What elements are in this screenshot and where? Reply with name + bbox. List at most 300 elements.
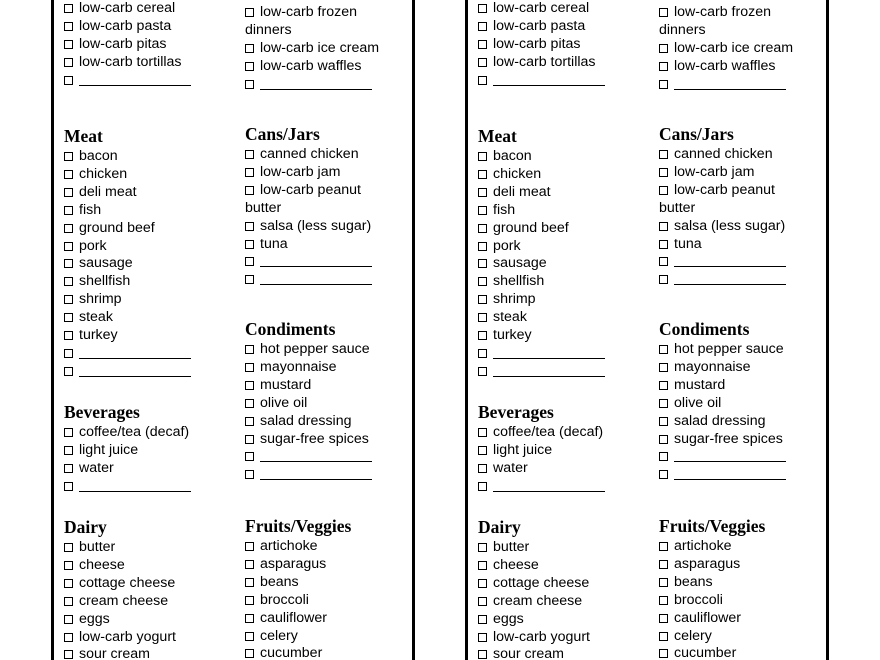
blank-write-in-line[interactable] [79,363,191,377]
checkbox-icon[interactable] [64,206,73,215]
item-label: low-carb jam [260,163,341,180]
list-item [64,345,236,363]
checkbox-icon[interactable] [245,632,254,641]
checkbox-icon[interactable] [64,4,73,13]
list-item [659,236,831,254]
item-label: mayonnaise [260,358,337,375]
item-label: celery [260,627,298,644]
list-item [245,592,417,610]
item-label: butter [79,539,116,555]
checkbox-icon[interactable] [478,615,487,624]
item-label: low-carb frozen [260,4,357,20]
checkbox-icon[interactable] [478,152,487,161]
checkbox-icon[interactable] [64,482,73,491]
item-label: low-carb pasta [79,17,172,34]
section-heading: Condiments [245,319,336,339]
list-item [245,271,417,289]
item-label: sausage [79,255,133,272]
checkbox-icon[interactable] [659,542,668,551]
list-item [659,574,831,592]
list-item [659,538,831,556]
checkbox-icon[interactable] [245,240,254,249]
section-cans [659,123,831,289]
section-condiments [245,318,417,484]
checkbox-icon[interactable] [478,633,487,642]
list-item [245,413,417,431]
list-item [659,341,831,359]
list-item [64,646,236,660]
checkbox-icon[interactable] [659,62,668,71]
list-item [478,184,650,202]
section-beverages [478,401,650,496]
checkbox-icon[interactable] [659,596,668,605]
list-item [64,36,236,54]
list-item [478,557,650,575]
item-label: low-carb ice cream [260,39,380,56]
checkbox-icon[interactable] [478,561,487,570]
list-item [245,58,417,76]
checkbox-icon[interactable] [245,435,254,444]
item-label: sausage [493,255,547,272]
list-item [245,253,417,271]
item-label: steak [79,309,113,326]
checkbox-icon[interactable] [64,40,73,49]
list-item [659,645,831,660]
list-item [659,413,831,431]
list-item [245,341,417,359]
checkbox-icon[interactable] [478,170,487,179]
blank-write-in-line[interactable] [79,478,191,492]
checkbox-icon[interactable] [659,381,668,390]
item-label: cucumber [260,645,323,660]
section-fruits [659,515,831,660]
checkbox-icon[interactable] [245,257,254,266]
section-heading: Meat [478,126,517,146]
checkbox-icon[interactable] [245,168,254,177]
blank-write-in-line[interactable] [674,271,786,285]
item-label: bacon [493,148,532,164]
list-item [245,538,417,556]
checkbox-icon[interactable] [659,168,668,177]
list-item [659,377,831,395]
list-item [64,291,236,309]
checkbox-icon[interactable] [478,58,487,67]
item-label: pork [493,237,521,254]
checkbox-icon[interactable] [64,170,73,179]
item-label: broccoli [674,591,723,608]
list-item [64,18,236,36]
checkbox-icon[interactable] [64,224,73,233]
checkbox-icon[interactable] [478,224,487,233]
checkbox-icon[interactable] [245,399,254,408]
item-label: shellfish [493,273,545,290]
checkbox-icon[interactable] [478,331,487,340]
item-label: artichoke [674,538,732,554]
item-label: ground beef [79,219,155,236]
list-item [64,442,236,460]
item-label: cheese [493,556,539,573]
list-item [478,273,650,291]
checkbox-icon[interactable] [478,313,487,322]
checkbox-icon[interactable] [478,259,487,268]
list-item [659,271,831,289]
section-heading: Fruits/Veggies [245,516,352,536]
checkbox-icon[interactable] [659,435,668,444]
checkbox-icon[interactable] [245,345,254,354]
checkbox-icon[interactable] [478,579,487,588]
checkbox-icon[interactable] [245,363,254,372]
checkbox-icon[interactable] [659,363,668,372]
list-item [659,218,831,236]
list-item [478,72,650,90]
list-item [64,166,236,184]
item-label: low-carb yogurt [79,628,176,645]
list-item [659,556,831,574]
blank-write-in-line[interactable] [493,478,605,492]
checkbox-icon[interactable] [245,452,254,461]
item-label: cucumber [674,645,737,660]
item-label: hot pepper sauce [260,341,370,357]
item-label: shrimp [79,291,122,308]
item-label: eggs [493,610,524,627]
item-label: cauliflower [260,609,328,626]
section-dairy [64,516,236,660]
list-item [659,164,831,182]
checkbox-icon[interactable] [659,614,668,623]
blank-write-in-line[interactable] [260,253,372,267]
checkbox-icon[interactable] [659,257,668,266]
list-item [245,164,417,182]
list-item [659,610,831,628]
list-item [659,431,831,449]
blank-write-in-line[interactable] [493,72,605,86]
checkbox-icon[interactable] [64,367,73,376]
section-beverages [64,401,236,496]
list-item [64,184,236,202]
list-item [64,629,236,647]
checkbox-icon[interactable] [659,275,668,284]
blank-write-in-line[interactable] [674,448,786,462]
checkbox-icon[interactable] [64,188,73,197]
item-label: fish [493,201,516,218]
list-item [478,363,650,381]
checkbox-icon[interactable] [245,649,254,658]
list-item [478,36,650,54]
list-item [64,593,236,611]
list-item [478,593,650,611]
item-label: eggs [79,610,110,627]
checkbox-icon[interactable] [659,417,668,426]
item-label: tuna [260,235,288,252]
checkbox-icon[interactable] [64,295,73,304]
item-label: low-carb cereal [79,0,176,16]
blank-write-in-line[interactable] [493,363,605,377]
checkbox-icon[interactable] [478,4,487,13]
checkbox-icon[interactable] [64,259,73,268]
item-label: coffee/tea (decaf) [493,424,604,440]
item-label: shellfish [79,273,131,290]
checkbox-icon[interactable] [245,381,254,390]
checkbox-icon[interactable] [659,470,668,479]
list-item [478,539,650,557]
checkbox-icon[interactable] [64,561,73,570]
list-item [64,72,236,90]
section-heading: Condiments [659,319,750,339]
list-item [64,238,236,256]
list-item [64,424,236,442]
checkbox-icon[interactable] [64,58,73,67]
section-heading: Dairy [64,517,107,537]
list-item [64,202,236,220]
checkbox-icon[interactable] [659,240,668,249]
item-label: mayonnaise [674,358,751,375]
checkbox-icon[interactable] [478,295,487,304]
checkbox-icon[interactable] [478,188,487,197]
checkbox-icon[interactable] [478,367,487,376]
list-item [478,166,650,184]
list-item [478,148,650,166]
item-label: low-carb tortillas [79,53,182,70]
checkbox-icon[interactable] [245,186,254,195]
section-heading: Beverages [64,402,140,422]
checkbox-icon[interactable] [245,80,254,89]
list-item [478,327,650,345]
list-item [478,575,650,593]
list-item [245,236,417,254]
section-grains [64,0,236,89]
blank-write-in-line[interactable] [260,448,372,462]
checkbox-icon[interactable] [245,62,254,71]
checkbox-icon[interactable] [64,349,73,358]
checkbox-icon[interactable] [659,578,668,587]
checkbox-icon[interactable] [659,345,668,354]
blank-write-in-line[interactable] [260,271,372,285]
item-label: canned chicken [674,146,773,162]
item-label: butter [245,199,282,216]
list-item [64,539,236,557]
checkbox-icon[interactable] [478,650,487,659]
list-item [64,0,236,18]
checkbox-icon[interactable] [659,222,668,231]
item-label: bacon [79,148,118,164]
item-label: butter [493,539,530,555]
list-item [64,273,236,291]
checkbox-icon[interactable] [478,76,487,85]
item-label: asparagus [674,555,741,572]
blank-write-in-line[interactable] [674,253,786,267]
list-item [245,4,417,22]
checkbox-icon[interactable] [245,417,254,426]
list-item [64,327,236,345]
item-label: low-carb pasta [493,17,586,34]
section-condiments [659,318,831,484]
checkbox-icon[interactable] [659,80,668,89]
checkbox-icon[interactable] [64,633,73,642]
item-label: sugar-free spices [260,430,369,447]
checkbox-icon[interactable] [245,596,254,605]
checkbox-icon[interactable] [659,560,668,569]
checkbox-icon[interactable] [478,428,487,437]
list-item [245,466,417,484]
list-item [478,238,650,256]
item-label: salsa (less sugar) [674,217,786,234]
blank-write-in-line[interactable] [260,466,372,480]
list-item [245,395,417,413]
checkbox-icon[interactable] [478,22,487,31]
checkbox-icon[interactable] [245,150,254,159]
checkbox-icon[interactable] [478,464,487,473]
checkbox-icon[interactable] [478,349,487,358]
list-item [245,22,417,40]
item-label: sour cream [493,646,564,660]
blank-write-in-line[interactable] [79,345,191,359]
checkbox-icon[interactable] [64,650,73,659]
checkbox-icon[interactable] [64,22,73,31]
checkbox-icon[interactable] [64,152,73,161]
list-item [245,218,417,236]
checkbox-icon[interactable] [64,331,73,340]
checkbox-icon[interactable] [478,446,487,455]
checkbox-icon[interactable] [245,470,254,479]
section-cans [245,123,417,289]
item-label: chicken [79,165,128,182]
item-label: low-carb jam [674,163,755,180]
checkbox-icon[interactable] [245,222,254,231]
list-item [245,448,417,466]
checkbox-icon[interactable] [245,578,254,587]
checkbox-icon[interactable] [245,560,254,569]
list-item [659,182,831,200]
section-heading: Cans/Jars [659,124,734,144]
checkbox-icon[interactable] [659,452,668,461]
checkbox-icon[interactable] [478,482,487,491]
blank-write-in-line[interactable] [79,72,191,86]
list-item [478,345,650,363]
item-label: salad dressing [260,412,352,429]
list-item [64,478,236,496]
checkbox-icon[interactable] [64,615,73,624]
list-item [659,4,831,22]
checkbox-icon[interactable] [64,464,73,473]
blank-write-in-line[interactable] [674,76,786,90]
blank-write-in-line[interactable] [674,466,786,480]
checkbox-icon[interactable] [64,428,73,437]
checkbox-icon[interactable] [478,206,487,215]
list-item [64,460,236,478]
section-frozen [245,4,417,94]
checkbox-icon[interactable] [245,614,254,623]
checkbox-icon[interactable] [245,8,254,17]
item-label: olive oil [674,394,722,411]
checkbox-icon[interactable] [659,150,668,159]
checkbox-icon[interactable] [659,399,668,408]
checkbox-icon[interactable] [245,542,254,551]
item-label: salsa (less sugar) [260,217,372,234]
list-item [64,255,236,273]
list-item [64,309,236,327]
shopping-list-card [478,0,838,660]
list-item [245,377,417,395]
checkbox-icon[interactable] [659,44,668,53]
section-grains [478,0,650,89]
item-label: low-carb peanut [260,181,361,198]
item-label: low-carb tortillas [493,53,596,70]
section-heading: Cans/Jars [245,124,320,144]
checkbox-icon[interactable] [64,579,73,588]
item-label: sour cream [79,646,150,660]
item-label: cottage cheese [79,574,176,591]
item-label: steak [493,309,527,326]
checkbox-icon[interactable] [478,597,487,606]
blank-write-in-line[interactable] [260,76,372,90]
checkbox-icon[interactable] [478,242,487,251]
checkbox-icon[interactable] [478,40,487,49]
checkbox-icon[interactable] [64,277,73,286]
list-item [659,22,831,40]
list-item [245,359,417,377]
list-item [478,202,650,220]
list-item [245,574,417,592]
card-border-left-2 [465,0,468,660]
list-item [64,54,236,72]
checkbox-icon[interactable] [64,313,73,322]
checkbox-icon[interactable] [659,8,668,17]
checkbox-icon[interactable] [64,446,73,455]
item-label: low-carb waffles [260,57,362,74]
checkbox-icon[interactable] [659,649,668,658]
item-label: deli meat [79,183,137,200]
item-label: low-carb waffles [674,57,776,74]
item-label: turkey [493,327,532,344]
checkbox-icon[interactable] [64,242,73,251]
list-item [64,575,236,593]
item-label: deli meat [493,183,551,200]
checkbox-icon[interactable] [478,543,487,552]
list-item [64,557,236,575]
list-item [659,76,831,94]
checkbox-icon[interactable] [64,597,73,606]
blank-write-in-line[interactable] [493,345,605,359]
list-item [245,76,417,94]
checkbox-icon[interactable] [245,44,254,53]
item-label: low-carb cereal [493,0,590,16]
checkbox-icon[interactable] [245,275,254,284]
item-label: beans [260,573,299,590]
item-label: shrimp [493,291,536,308]
item-label: cream cheese [79,592,169,609]
item-label: butter [659,199,696,216]
list-item [659,200,831,218]
checkbox-icon[interactable] [478,277,487,286]
list-item [245,146,417,164]
checkbox-icon[interactable] [64,76,73,85]
checkbox-icon[interactable] [659,186,668,195]
item-label: mustard [260,376,312,393]
list-item [478,460,650,478]
item-label: dinners [659,21,706,38]
list-item [245,610,417,628]
checkbox-icon[interactable] [64,543,73,552]
item-label: water [79,459,114,476]
item-label: salad dressing [674,412,766,429]
list-item [478,424,650,442]
item-label: low-carb pitas [79,35,167,52]
list-item [245,40,417,58]
list-item [245,182,417,200]
list-item [478,478,650,496]
checkbox-icon[interactable] [659,632,668,641]
section-heading: Beverages [478,402,554,422]
